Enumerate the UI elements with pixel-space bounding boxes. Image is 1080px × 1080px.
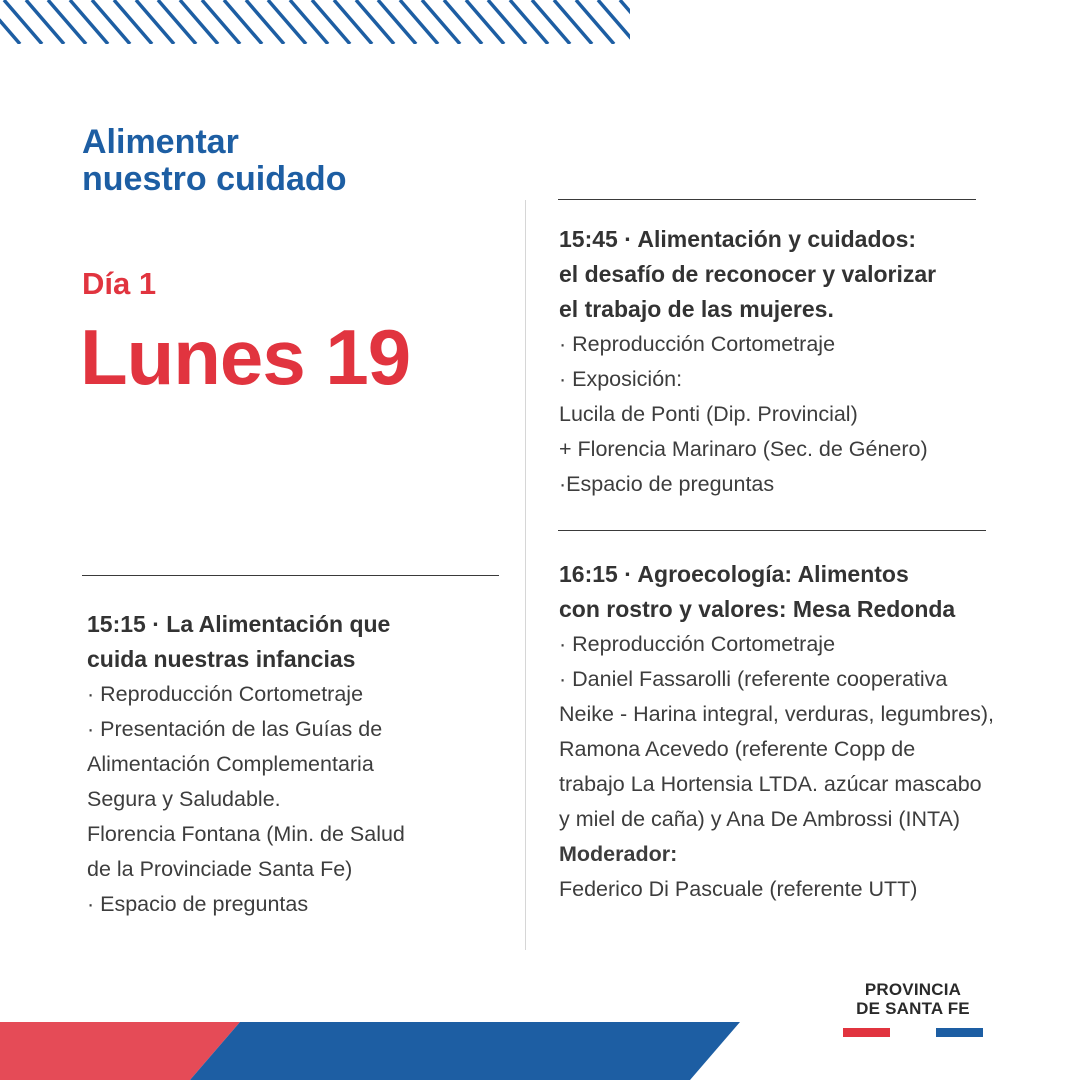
- session-1: [87, 607, 405, 922]
- session-1-item: · Presentación de las Guías de: [87, 717, 383, 741]
- moderator-label: Moderador:: [559, 842, 678, 866]
- session-3-item: trabajo La Hortensia LTDA. azúcar mascabo: [559, 772, 982, 796]
- session-1-item: Segura y Saludable.: [87, 787, 281, 811]
- session-1-rule: [82, 575, 499, 576]
- session-3: [559, 557, 994, 907]
- session-1-item: Alimentación Complementaria: [87, 752, 374, 776]
- session-2-item: Lucila de Ponti (Dip. Provincial): [559, 402, 858, 426]
- session-2-heading-line: 15:45 · Alimentación y cuidados:: [559, 226, 917, 252]
- title-line-2: nuestro cuidado: [82, 160, 347, 198]
- stripe-line: [246, 0, 284, 44]
- session-3-item: · Reproducción Cortometraje: [559, 632, 836, 656]
- stripe-line: [48, 0, 86, 44]
- stripe-line: [510, 0, 548, 44]
- stripe-line: [268, 0, 306, 44]
- flag-red-bar: [843, 1028, 890, 1037]
- title-line-1: Alimentar: [82, 123, 239, 161]
- session-3-item: Ramona Acevedo (referente Copp de: [559, 737, 916, 761]
- bottom-band-blue: [190, 1022, 740, 1080]
- stripe-line: [466, 0, 504, 44]
- stripe-line: [4, 0, 42, 44]
- session-2-details: [559, 327, 936, 502]
- session-2-item: + Florencia Marinaro (Sec. de Género): [559, 437, 928, 461]
- session-3-heading-line: con rostro y valores: Mesa Redonda: [559, 596, 956, 622]
- session-2-item: · Exposición:: [559, 367, 683, 391]
- stripe-line: [554, 0, 592, 44]
- stripe-line: [312, 0, 350, 44]
- session-1-details: [87, 677, 405, 922]
- session-1-heading-line: 15:15 · La Alimentación que: [87, 611, 391, 637]
- stripe-line: [576, 0, 614, 44]
- session-2: [559, 222, 936, 502]
- session-3-rule: [558, 530, 986, 531]
- page-title: [82, 124, 346, 198]
- session-1-heading: [87, 607, 405, 677]
- session-1-item: · Espacio de preguntas: [87, 892, 309, 916]
- session-1-item: · Reproducción Cortometraje: [87, 682, 364, 706]
- session-1-item: Florencia Fontana (Min. de Salud: [87, 822, 405, 846]
- logo-wordmark: [843, 980, 983, 1018]
- day-label: Día 1: [82, 266, 157, 301]
- session-3-heading: [559, 557, 994, 627]
- session-3-details: [559, 627, 994, 907]
- stripe-line: [488, 0, 526, 44]
- stripe-line: [114, 0, 152, 44]
- logo-line-2: DE SANTA FE: [856, 999, 970, 1018]
- session-2-item: · Reproducción Cortometraje: [559, 332, 836, 356]
- stripe-line: [334, 0, 372, 44]
- stripe-line: [400, 0, 438, 44]
- bottom-color-band: [0, 1022, 740, 1080]
- stripe-line: [202, 0, 240, 44]
- stripe-line: [26, 0, 64, 44]
- logo-flag-bars: [843, 1028, 983, 1037]
- stripe-line: [290, 0, 328, 44]
- stripe-line: [224, 0, 262, 44]
- session-1-item: de la Provinciade Santa Fe): [87, 857, 353, 881]
- day-date: Lunes 19: [80, 313, 411, 401]
- stripe-line: [356, 0, 394, 44]
- session-3-item: y miel de caña) y Ana De Ambrossi (INTA): [559, 807, 961, 831]
- stripe-line: [92, 0, 130, 44]
- session-3-item: Neike - Harina integral, verduras, legumbres),: [559, 702, 994, 726]
- session-3-item: · Daniel Fassarolli (referente cooperativa: [559, 667, 948, 691]
- column-divider: [525, 200, 526, 950]
- stripe-line: [136, 0, 174, 44]
- top-stripe-pattern: [0, 0, 630, 44]
- stripe-line: [70, 0, 108, 44]
- stripe-line: [158, 0, 196, 44]
- stripe-line: [532, 0, 570, 44]
- session-2-heading-line: el trabajo de las mujeres.: [559, 296, 834, 322]
- flag-blue-bar: [936, 1028, 983, 1037]
- session-3-heading-line: 16:15 · Agroecología: Alimentos: [559, 561, 909, 587]
- session-2-item: ·Espacio de preguntas: [559, 472, 775, 496]
- stripe-line: [378, 0, 416, 44]
- session-2-heading-line: el desafío de reconocer y valorizar: [559, 261, 937, 287]
- stripe-line: [180, 0, 218, 44]
- session-2-rule: [558, 199, 976, 200]
- logo-line-1: PROVINCIA: [864, 980, 962, 999]
- stripe-line: [422, 0, 460, 44]
- moderator-name: Federico Di Pascuale (referente UTT): [559, 877, 918, 901]
- provincia-santa-fe-logo: [843, 980, 983, 1018]
- stripe-line: [444, 0, 482, 44]
- session-1-heading-line: cuida nuestras infancias: [87, 646, 356, 672]
- session-2-heading: [559, 222, 936, 327]
